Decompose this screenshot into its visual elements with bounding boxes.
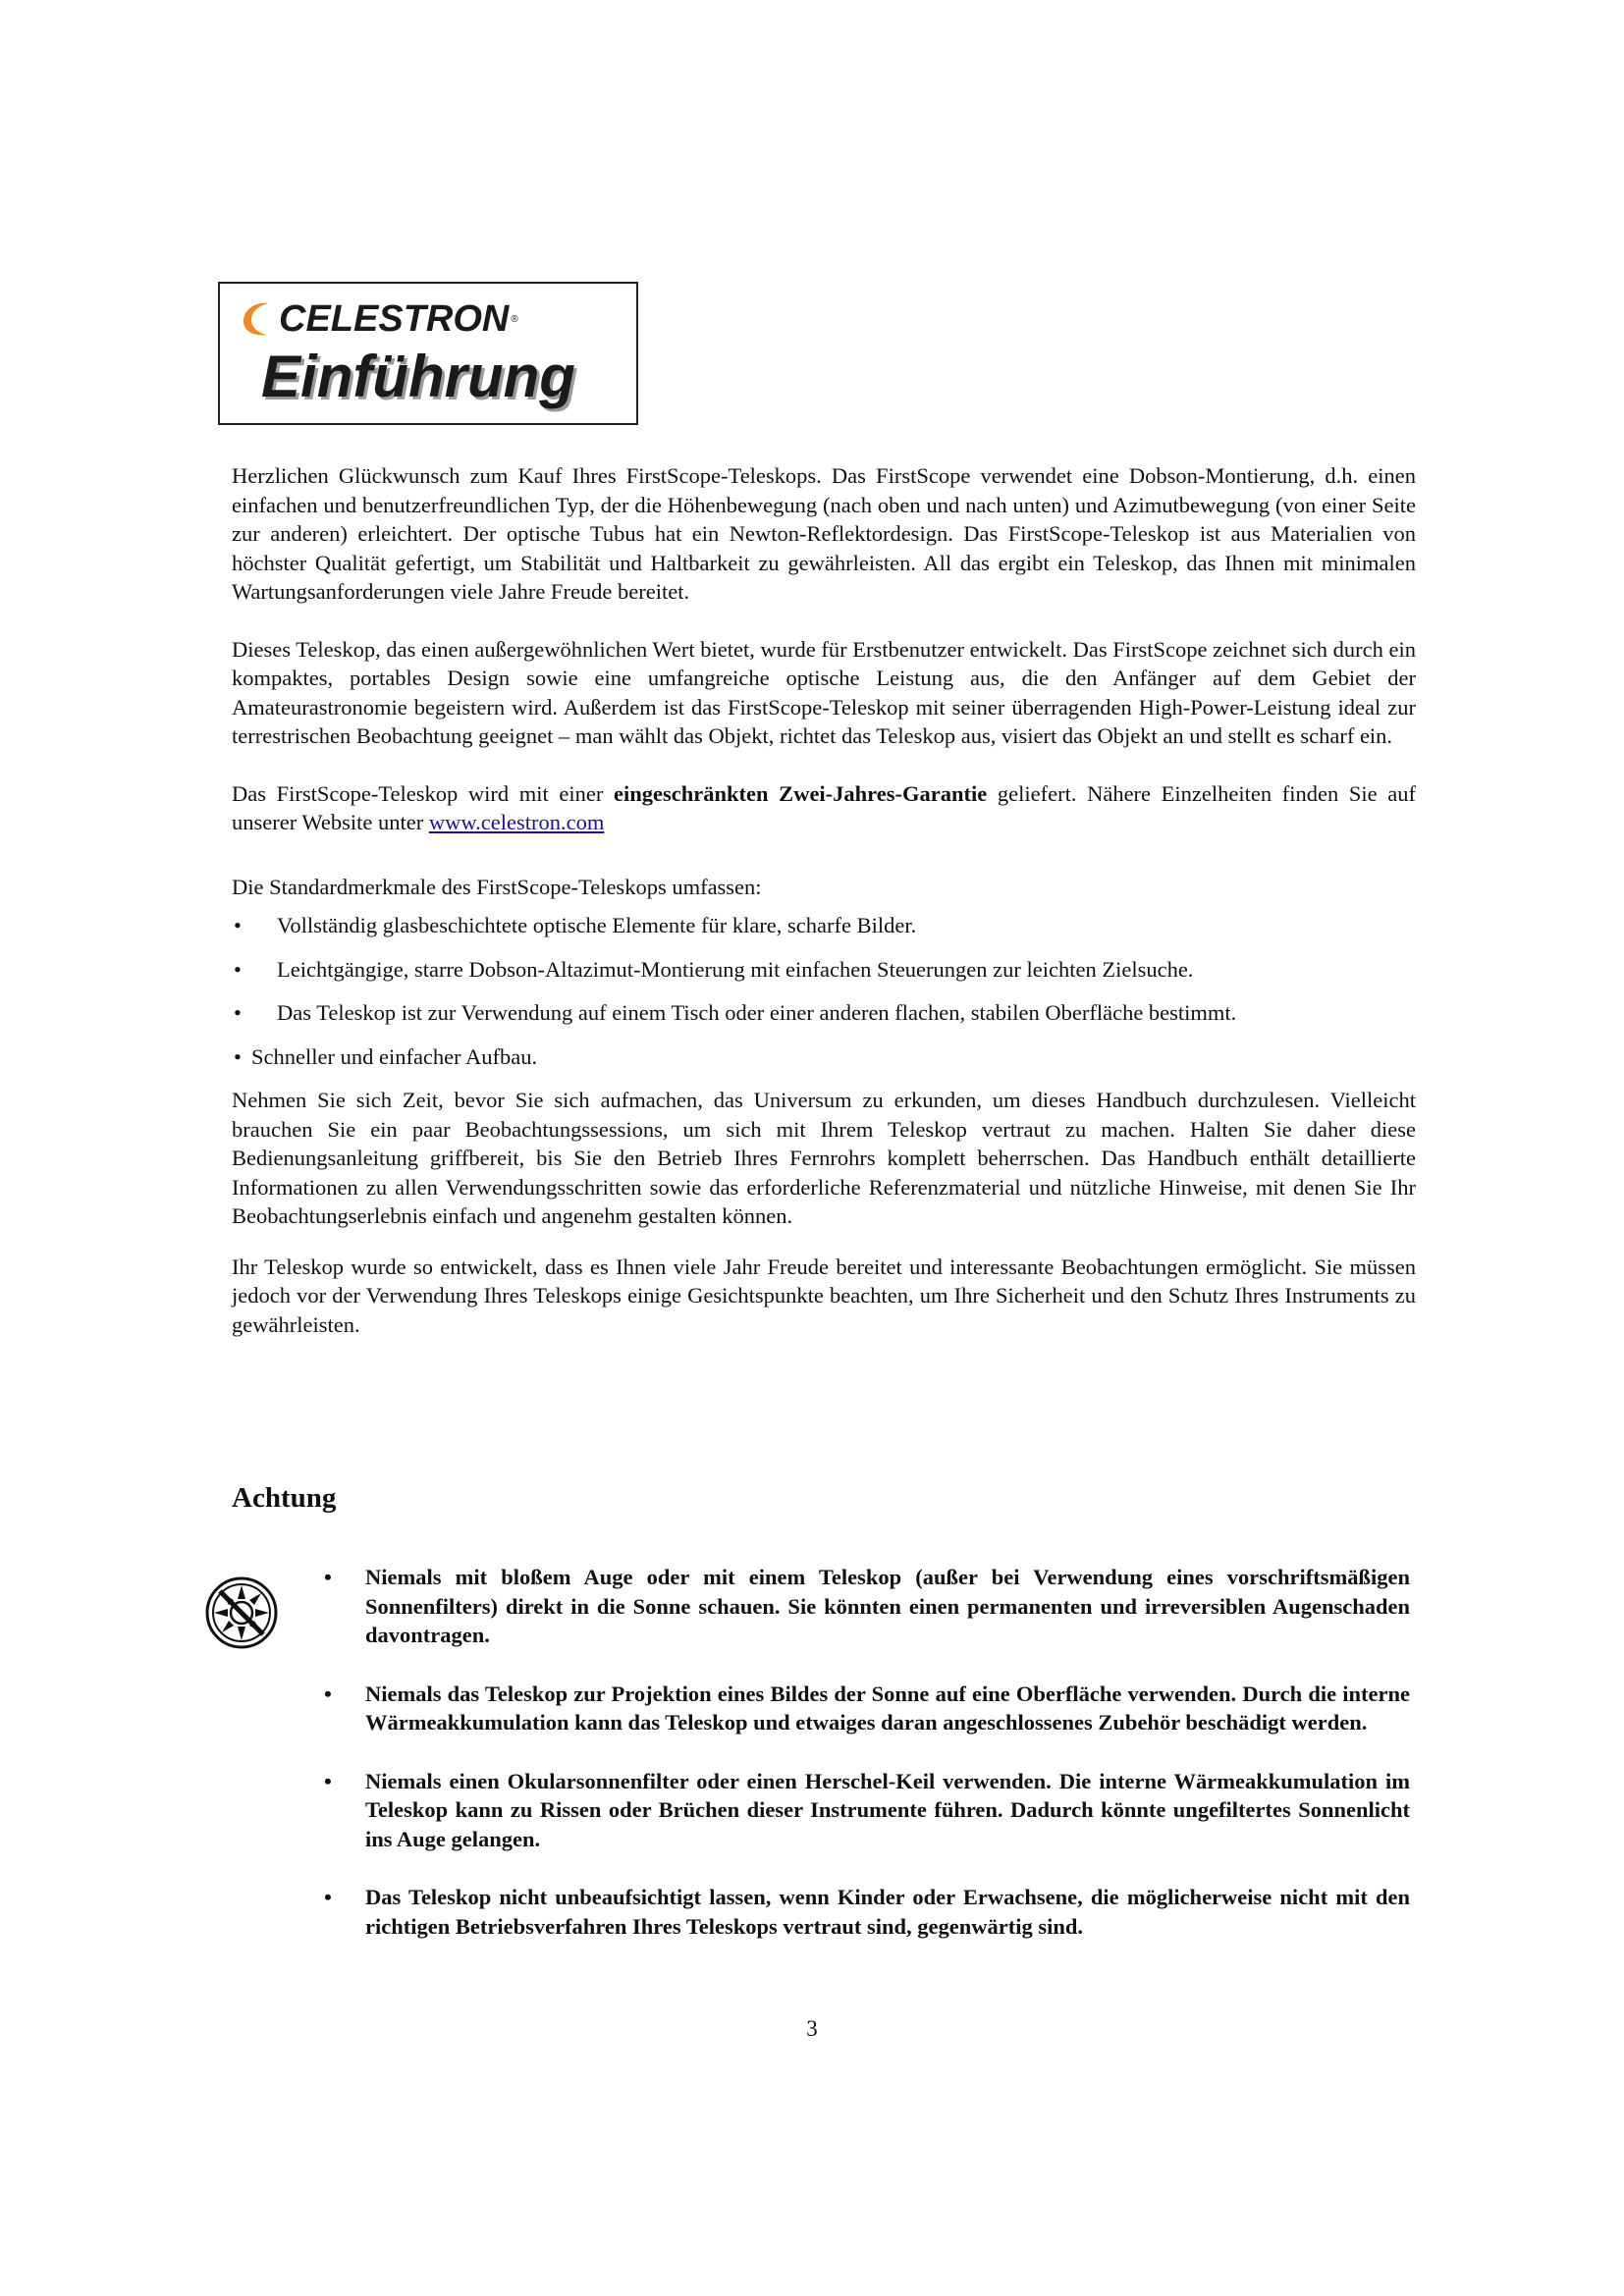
celestron-logo-box [218,282,638,425]
intro-paragraph-2: Dieses Teleskop, das einen außergewöhnlichen Wert bietet, wurde für Erstbenutzer entwickelt. Das FirstScope zeichnet sich durch ein kompaktes, portables Design sowie eine umfangreiche optische Leistung aus, die den Anfänger auf dem Gebiet der Amateurastronomie begeistern wird. Außerdem ist das FirstScope-Teleskop mit seiner überragenden High-Power-Leistung ideal zur terrestrischen Beobachtung geeignet – man wählt das Objekt, richtet das Teleskop aus, visiert das Objekt an und stellt es scharf ein. [232,636,1416,748]
celestron-brand-text: CELESTRON [279,297,510,340]
sun-warning-icon [204,1575,279,1650]
bullet: • [234,913,242,937]
body-paragraph-safety: Ihr Teleskop wurde so entwickelt, dass es Ihnen viele Jahr Freude bereitet und interessante Beobachtungen ermöglicht. Sie müssen jedoch vor der Verwendung Ihres Teleskops einige Gesichtspunkte beachten, um Ihre Sicherheit und den Schutz Ihres Instruments zu gewährleisten. [232,1254,1416,1337]
registered-mark: ® [511,313,518,325]
list-item [324,1883,1410,1941]
warranty-text-start: Das FirstScope-Teleskop wird mit einer [232,780,615,806]
feature-text: Das Teleskop ist zur Verwendung auf einem Tisch oder einer anderen flachen, stabilen Oberfläche bestimmt. [277,1000,1237,1025]
celestron-swoosh-icon [240,299,275,339]
celestron-brand [240,297,518,341]
warning-text: Niemals einen Okularsonnenfilter oder einen Herschel-Keil verwenden. Die interne Wärmeakkumulation im Teleskop kann zu Rissen oder Brüchen dieser Instrumente führen. Dadurch könnte ungefiltertes Sonnenlicht ins Auge gelangen. [365,1768,1410,1851]
bullet: • [234,1000,242,1025]
warning-text: Niemals mit bloßem Auge oder mit einem Teleskop (außer bei Verwendung eines vorschriftsmäßigen Sonnenfilters) direkt in die Sonne schauen. Sie könnten einen permanenten und irreversiblen Augenschaden davontragen. [365,1565,1410,1647]
main-content [232,461,1416,1339]
warranty-text-mid: geliefert. Nähere Einzelheiten finden Sie auf unserer Website unter [232,780,1416,834]
page-number: 3 [806,2016,818,2041]
intro-paragraph-3 [232,779,1416,837]
list-item [232,1042,1416,1072]
warning-text: Niemals das Teleskop zur Projektion eines Bildes der Sonne auf eine Oberfläche verwenden. Durch die interne Wärmeakkumulation kann das Teleskop und etwaiges daran angeschlossenes Zubehör beschädigt werden. [365,1681,1410,1735]
list-item [324,1680,1410,1737]
body-paragraph-handbook: Nehmen Sie sich Zeit, bevor Sie sich aufmachen, das Universum zu erkunden, um dieses Handbuch durchzulesen. Vielleicht brauchen Sie ein paar Beobachtungssessions, um sich mit Ihrem Teleskop vertraut zu machen. Halten Sie daher diese Bedienungsanleitung griffbereit, bis Sie den Betrieb Ihres Fernrohrs komplett beherrschen. Das Handbuch enthält detaillierte Informationen zu allen Verwendungsschritten sowie das erforderliche Referenzmaterial und nützliche Hinweise, mit denen Sie Ihr Beobachtungserlebnis einfach und angenehm gestalten können. [232,1088,1416,1228]
list-item [232,955,1416,985]
bullet: • [234,956,242,982]
feature-text: Vollständig glasbeschichtete optische Elemente für klare, scharfe Bilder. [277,913,917,937]
warning-text: Das Teleskop nicht unbeaufsichtigt lassen, wenn Kinder oder Erwachsene, die möglicherweise nicht mit den richtigen Betriebsverfahren Ihres Teleskops vertraut sind, gegenwärtig sind. [365,1885,1410,1939]
features-intro: Die Standardmerkmale des FirstScope-Teleskops umfassen: [232,874,762,899]
list-item [232,998,1416,1028]
bullet: • [324,1768,332,1793]
warranty-bold: eingeschränkten Zwei-Jahres-Garantie [614,780,988,806]
feature-text: Schneller und einfacher Aufbau. [251,1043,538,1069]
list-item [324,1767,1410,1854]
feature-text: Leichtgängige, starre Dobson-Altazimut-Montierung mit einfachen Steuerungen zur leichten Zielsuche. [277,956,1194,982]
intro-paragraph-1: Herzlichen Glückwunsch zum Kauf Ihres FirstScope-Teleskops. Das FirstScope verwendet eine Dobson-Montierung, d.h. einen einfachen und benutzerfreundlichen Typ, der die Höhenbewegung (nach oben und nach unten) und Azimutbewegung (von einer Seite zur anderen) erleichtert. Der optische Tubus hat ein Newton-Reflektordesign. Das FirstScope-Teleskop ist aus Materialien von höchster Qualität gefertigt, um Stabilität und Haltbarkeit zu gewährleisten. All das ergibt ein Teleskop, das Ihnen mit minimalen Wartungsanforderungen viele Jahre Freude bereitet. [232,463,1416,604]
warning-list [324,1563,1410,1970]
features-list [232,911,1416,1071]
bullet: • [234,1043,242,1069]
celestron-website-link[interactable]: www.celestron.com [428,810,605,834]
bullet: • [324,1681,332,1706]
list-item [324,1563,1410,1650]
bullet: • [324,1885,332,1909]
page-title: Einführung [261,344,575,409]
warning-heading: Achtung [232,1482,337,1514]
bullet: • [324,1565,332,1589]
list-item [232,911,1416,940]
